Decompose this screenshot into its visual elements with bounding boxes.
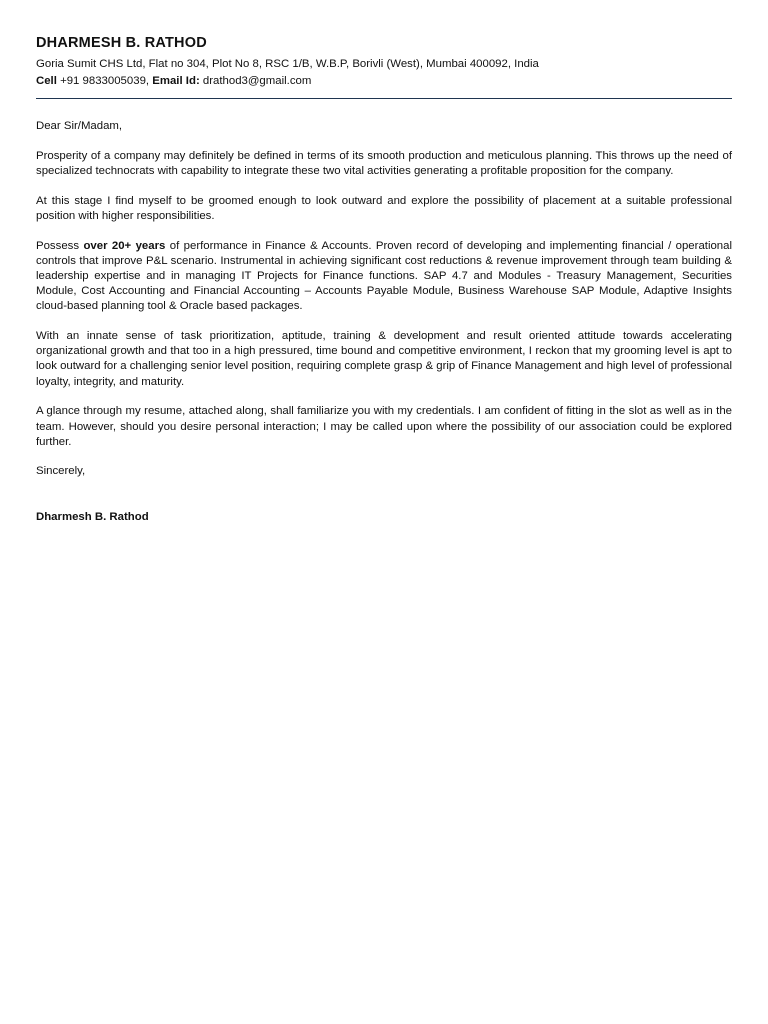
paragraph-4: With an innate sense of task prioritization, aptitude, training & development and result oriented attitude towards accelerating organizational growth and that too in a high pressured, time bound and competitive environment, I reckon that my grooming level is apt to look outward for a challenging senior level position, requiring complete grasp & grip of Finance Management and high level of professional loyalty, integrity, and maturity.: [36, 330, 732, 388]
cell-number: +91 9833005039,: [60, 75, 150, 87]
signature-name: Dharmesh B. Rathod: [36, 510, 149, 523]
cover-letter-page: [36, 34, 732, 525]
letter-body: [36, 119, 732, 525]
header-divider: [36, 98, 732, 99]
applicant-name: DHARMESH B. RATHOD: [36, 35, 207, 51]
experience-highlight: over 20+ years: [83, 239, 166, 252]
salutation: Dear Sir/Madam,: [36, 120, 123, 132]
applicant-address: Goria Sumit CHS Ltd, Flat no 304, Plot No 8, RSC 1/B, W.B.P, Borivli (West), Mumbai 400092, India: [36, 58, 539, 70]
email-label: Email Id:: [152, 75, 200, 87]
contact-line: [36, 73, 732, 90]
email-address: drathod3@gmail.com: [202, 75, 312, 87]
cell-label: Cell: [36, 75, 57, 87]
paragraph-5: A glance through my resume, attached along, shall familiarize you with my credentials. I am confident of fitting in the slot as well as in the team. However, should you desire personal interaction; I may be called upon where the possibility of our association could be explored further.: [36, 405, 732, 448]
paragraph-3: Possess over 20+ years of performance in Finance & Accounts. Proven record of developing and implementing financial / operational controls that improve P&L scenario. Instrumental in achieving significant cost reductions & revenue improvement through team building & leadership expertise and in managing IT Projects for Finance functions. SAP 4.7 and Modules - Treasury Management, Securities Module, Cost Accounting and Financial Accounting – Accounts Payable Module, Business Warehouse SAP Module, Adaptive Insights cloud-based planning tool & Oracle based packages.: [36, 239, 733, 313]
closing: Sincerely,: [36, 465, 86, 478]
paragraph-1: Prosperity of a company may definitely be defined in terms of its smooth production and meticulous planning. This throws up the need of specialized technocrats with capability to integrate these two vital activities generating a profitable proposition for the company.: [36, 149, 732, 177]
paragraph-2: At this stage I find myself to be groomed enough to look outward and explore the possibility of placement at a suitable professional position with higher responsibilities.: [36, 194, 732, 222]
